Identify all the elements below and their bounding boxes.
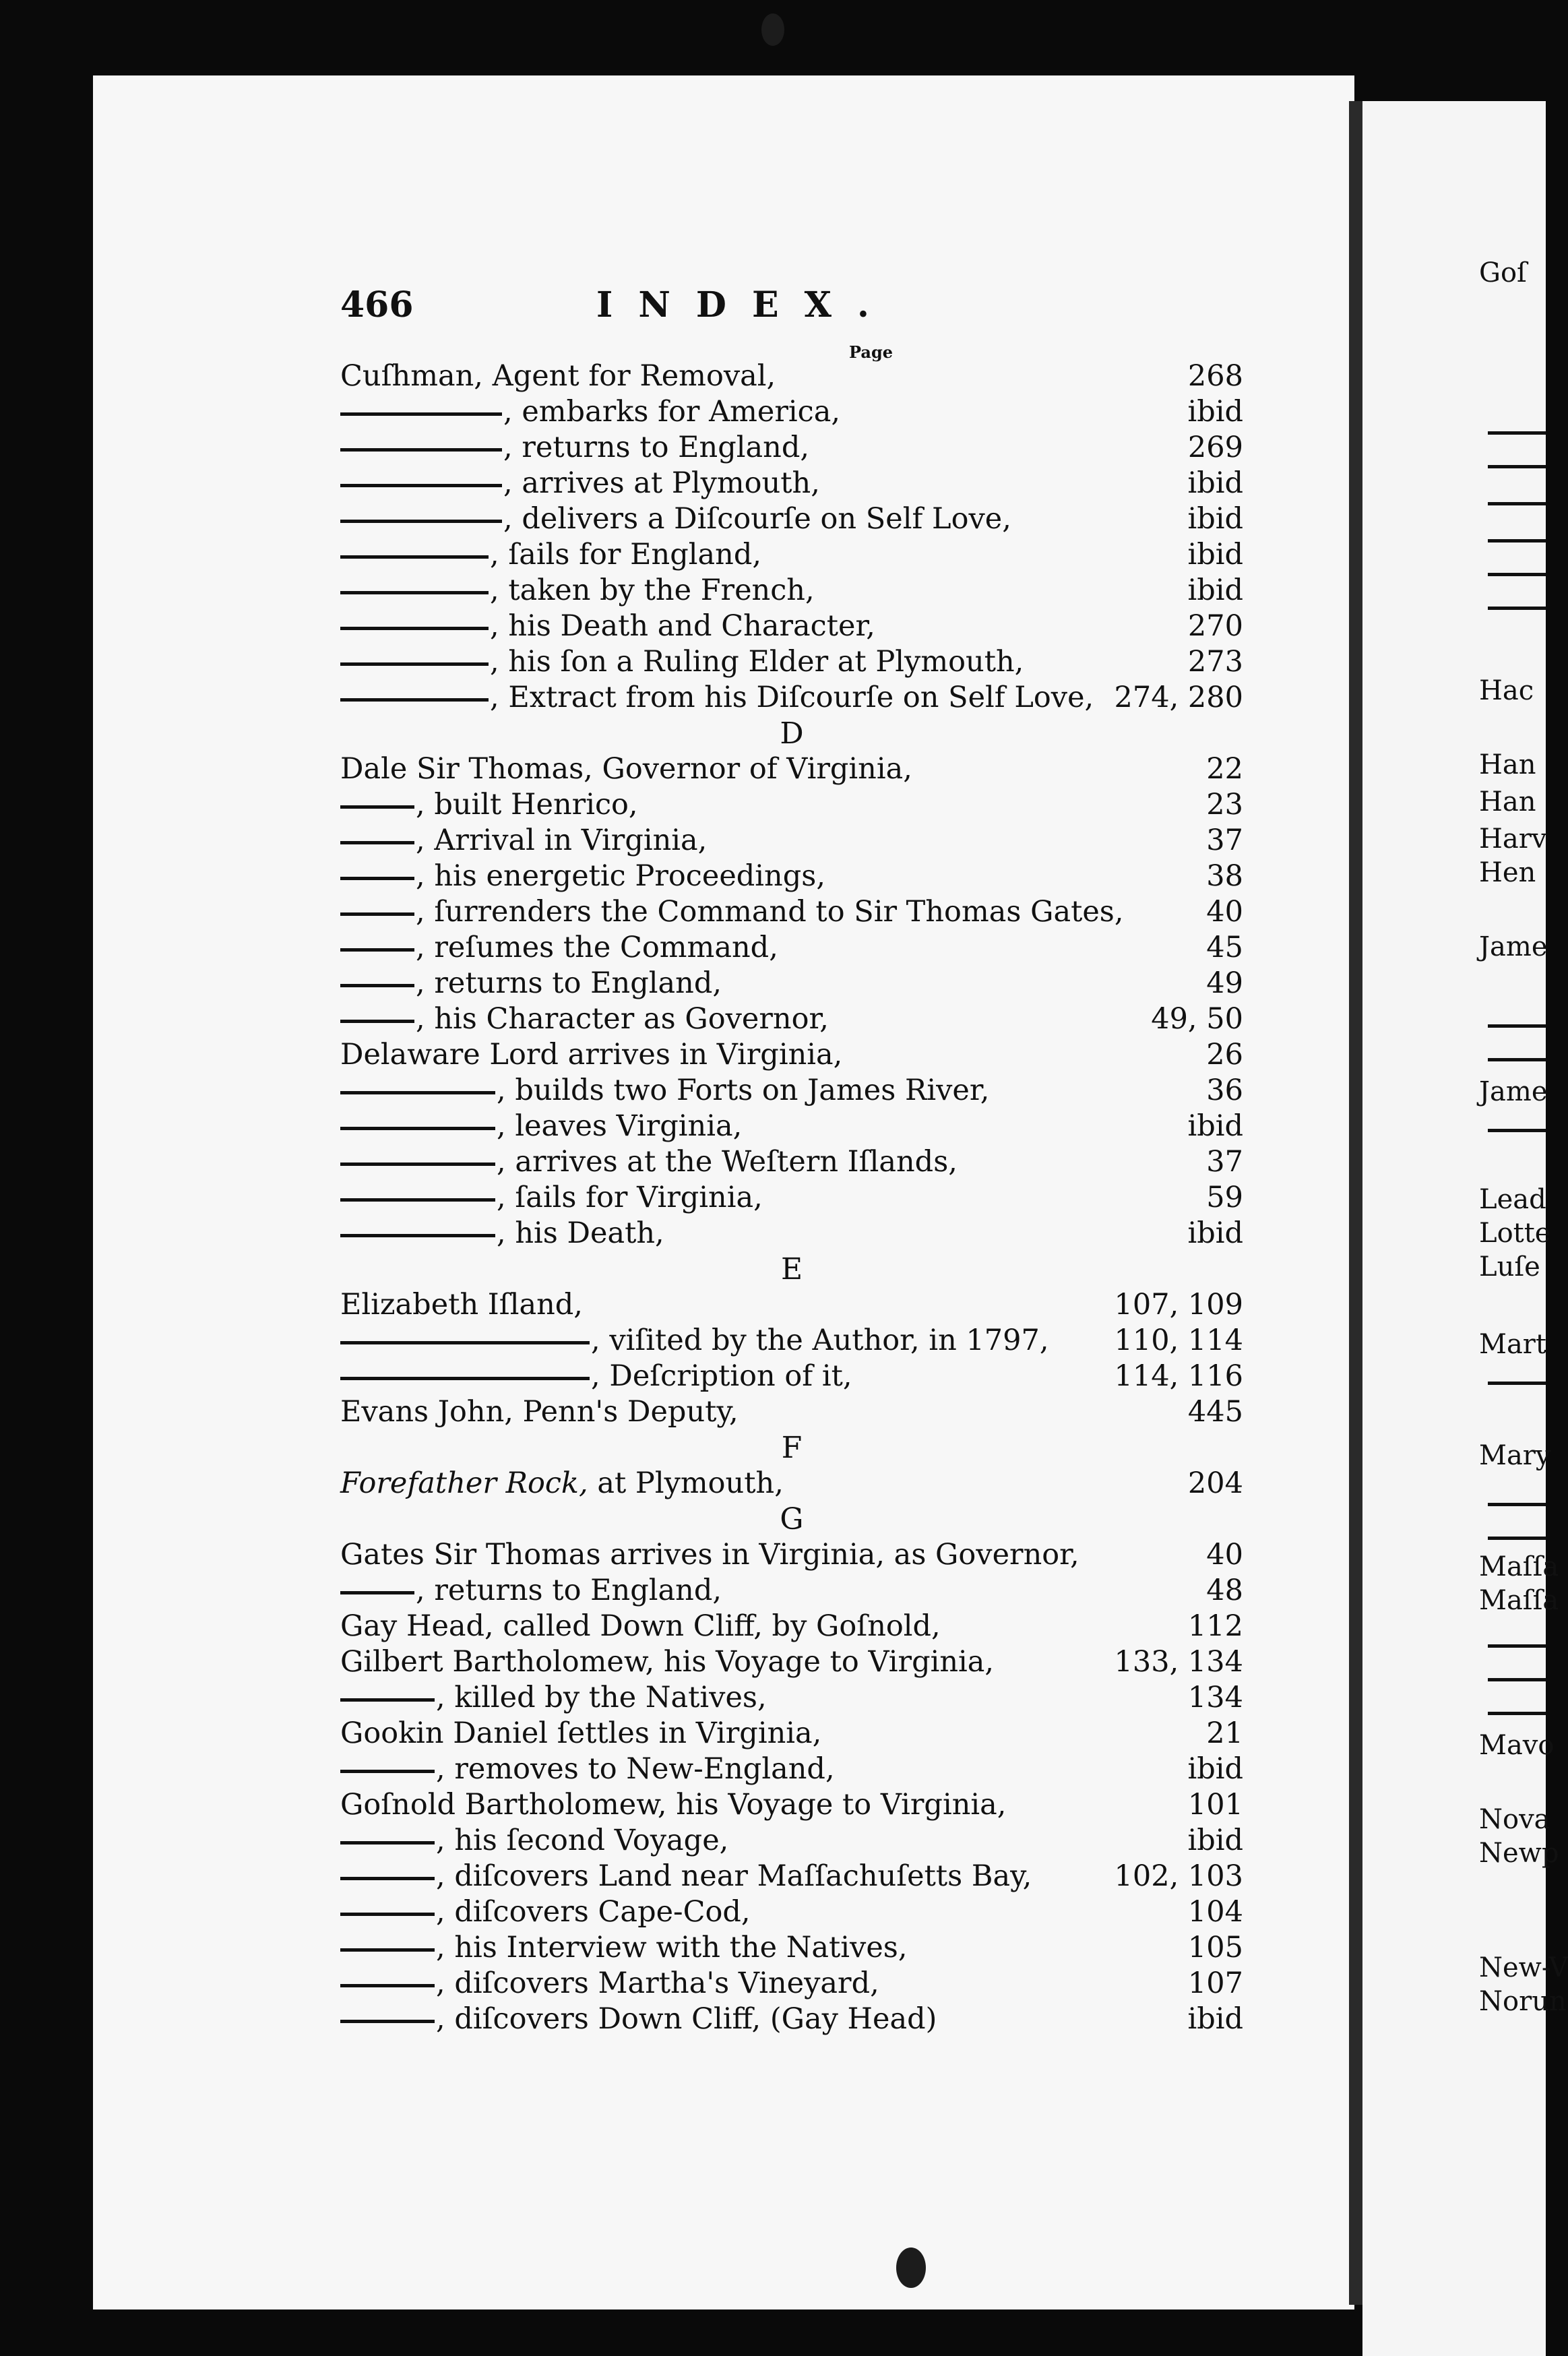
facing-page-word: Han xyxy=(1479,786,1536,817)
entry-text: Gilbert Bartholomew, his Voyage to Virginia, xyxy=(340,1645,995,1679)
repeat-dash xyxy=(340,1984,435,1987)
entry-text: , builds two Forts on James River, xyxy=(497,1074,990,1107)
facing-page-word: Harv xyxy=(1479,824,1547,855)
entry-page: 269 xyxy=(1187,431,1243,464)
index-entry xyxy=(340,1573,1243,1609)
facing-page-dash xyxy=(1488,1644,1546,1648)
section-letter: E xyxy=(780,1252,803,1286)
repeat-dash xyxy=(340,1020,414,1023)
index-entries xyxy=(340,359,1243,2037)
facing-page-dash xyxy=(1488,1503,1546,1506)
index-entry xyxy=(340,1144,1243,1180)
entry-text: , arrives at the Weſtern Iſlands, xyxy=(497,1145,958,1179)
index-entry xyxy=(340,1109,1243,1144)
entry-text: , returns to England, xyxy=(503,431,810,464)
entry-text: at Plymouth, xyxy=(588,1466,784,1500)
repeat-dash xyxy=(340,412,502,416)
index-entry xyxy=(340,1930,1243,1966)
entry-page: 273 xyxy=(1187,645,1243,679)
facing-page-word: Lotte xyxy=(1479,1218,1551,1249)
entry-text: , diſcovers Martha's Vineyard, xyxy=(436,1966,879,2000)
facing-page-word: Newp xyxy=(1479,1838,1559,1869)
entry-text: , Arrival in Virginia, xyxy=(416,824,708,857)
entry-italic: Forefather Rock, xyxy=(340,1466,588,1500)
repeat-dash xyxy=(340,662,489,666)
section-letter: G xyxy=(780,1502,804,1537)
entry-text: , leaves Virginia, xyxy=(497,1109,743,1143)
entry-page: 101 xyxy=(1187,1788,1243,1822)
index-entry xyxy=(340,1823,1243,1859)
index-entry xyxy=(340,1537,1243,1573)
entry-page: 37 xyxy=(1206,824,1243,857)
entry-text: , diſcovers Land near Maſſachuſetts Bay, xyxy=(436,1859,1032,1893)
entry-text: , Extract from his Diſcourſe on Self Love, xyxy=(490,681,1094,714)
entry-page: 270 xyxy=(1187,609,1243,643)
index-entry xyxy=(340,1894,1243,1930)
facing-page-dash xyxy=(1488,607,1546,610)
entry-text: , reſumes the Command, xyxy=(416,931,778,964)
facing-page-word: Hen xyxy=(1479,857,1536,888)
entry-text: , diſcovers Down Cliff, (Gay Head) xyxy=(436,2002,937,2036)
entry-page: 105 xyxy=(1187,1931,1243,1964)
index-entry xyxy=(340,1073,1243,1109)
entry-text: , ſails for Virginia, xyxy=(497,1181,763,1214)
repeat-dash xyxy=(340,1948,435,1952)
index-entry xyxy=(340,394,1243,430)
repeat-dash xyxy=(340,948,414,952)
index-entry xyxy=(340,609,1243,644)
repeat-dash xyxy=(340,520,502,523)
index-entry xyxy=(340,1323,1243,1359)
entry-text: , his Death, xyxy=(497,1216,664,1250)
index-entry xyxy=(340,501,1243,537)
index-entry xyxy=(340,1966,1243,2002)
entry-page: 268 xyxy=(1187,359,1243,393)
repeat-dash xyxy=(340,1698,435,1702)
facing-page-dash xyxy=(1488,1712,1546,1715)
index-entry xyxy=(340,1394,1243,1430)
page-column-label: Page xyxy=(849,342,893,362)
entry-page: 37 xyxy=(1206,1145,1243,1179)
facing-page-dash xyxy=(1488,502,1546,505)
entry-page: 112 xyxy=(1187,1609,1243,1643)
entry-text: , his ſon a Ruling Elder at Plymouth, xyxy=(490,645,1024,679)
index-entry xyxy=(340,1787,1243,1823)
facing-page xyxy=(1362,101,1568,2356)
repeat-dash xyxy=(340,1377,590,1380)
entry-page: 107 xyxy=(1187,1966,1243,2000)
entry-page: 204 xyxy=(1187,1466,1243,1500)
entry-page: 40 xyxy=(1206,895,1243,929)
facing-page-word: Lead xyxy=(1479,1184,1546,1215)
repeat-dash xyxy=(340,448,502,452)
entry-text: , embarks for America, xyxy=(503,395,841,429)
index-entry xyxy=(340,1287,1243,1323)
index-entry xyxy=(340,966,1243,1001)
entry-page: ibid xyxy=(1187,1824,1243,1857)
index-entry xyxy=(340,430,1243,466)
index-entry xyxy=(340,680,1243,716)
facing-page-word: Mary xyxy=(1479,1440,1551,1471)
entry-text: Gates Sir Thomas arrives in Virginia, as Governor, xyxy=(340,1538,1079,1572)
entry-page: 45 xyxy=(1206,931,1243,964)
entry-page: 48 xyxy=(1206,1574,1243,1607)
facing-page-dash xyxy=(1488,539,1546,542)
index-entry xyxy=(340,859,1243,894)
entry-page: 107, 109 xyxy=(1114,1288,1243,1322)
facing-page-word: Mart xyxy=(1479,1329,1546,1360)
page-header xyxy=(340,284,1243,325)
entry-page: 133, 134 xyxy=(1114,1645,1243,1679)
facing-page-word: Maſſa xyxy=(1479,1585,1559,1616)
index-entry xyxy=(340,1216,1243,1251)
index-entry xyxy=(340,1609,1243,1644)
facing-page-word: Maſſa xyxy=(1479,1551,1559,1582)
entry-page: 110, 114 xyxy=(1114,1324,1243,1357)
entry-page: 21 xyxy=(1206,1716,1243,1750)
repeat-dash xyxy=(340,805,414,809)
repeat-dash xyxy=(340,1841,435,1844)
entry-text: Delaware Lord arrives in Virginia, xyxy=(340,1038,843,1072)
facing-page-dash xyxy=(1488,1129,1546,1132)
entry-page: ibid xyxy=(1187,395,1243,429)
facing-page-dash xyxy=(1488,1058,1546,1061)
entry-page: 26 xyxy=(1206,1038,1243,1072)
entry-page: 104 xyxy=(1187,1895,1243,1929)
entry-page: ibid xyxy=(1187,1752,1243,1786)
entry-text: , Deſcription of it, xyxy=(591,1359,852,1393)
entry-page: ibid xyxy=(1187,466,1243,500)
page-number: 466 xyxy=(340,284,414,326)
facing-page-word: Jame xyxy=(1479,1076,1548,1107)
entry-page: 49 xyxy=(1206,966,1243,1000)
entry-page: 114, 116 xyxy=(1114,1359,1243,1393)
index-entry xyxy=(340,1001,1243,1037)
repeat-dash xyxy=(340,555,489,559)
index-entry xyxy=(340,1859,1243,1894)
repeat-dash xyxy=(340,1162,495,1166)
entry-page: 38 xyxy=(1206,859,1243,893)
ink-smudge xyxy=(761,13,784,46)
index-title: INDEX. xyxy=(596,284,896,326)
facing-page-word: Luſe xyxy=(1479,1251,1540,1282)
repeat-dash xyxy=(340,1198,495,1202)
entry-page: ibid xyxy=(1187,574,1243,607)
entry-page: 40 xyxy=(1206,1538,1243,1572)
repeat-dash xyxy=(340,877,414,880)
facing-page-dash xyxy=(1488,1537,1546,1540)
repeat-dash xyxy=(340,591,489,594)
facing-page-dash xyxy=(1488,1382,1546,1385)
entry-page: 274, 280 xyxy=(1114,681,1243,714)
entry-page: 36 xyxy=(1206,1074,1243,1107)
facing-page-dash xyxy=(1488,1024,1546,1028)
entry-page: ibid xyxy=(1187,538,1243,571)
entry-text: Gookin Daniel ſettles in Virginia, xyxy=(340,1716,822,1750)
repeat-dash xyxy=(340,1877,435,1880)
entry-page: ibid xyxy=(1187,502,1243,536)
facing-page-word: Jame xyxy=(1479,931,1548,962)
repeat-dash xyxy=(340,1127,495,1130)
entry-page: ibid xyxy=(1187,1216,1243,1250)
entry-text: , his energetic Proceedings, xyxy=(416,859,826,893)
entry-text: Goſnold Bartholomew, his Voyage to Virginia, xyxy=(340,1788,1007,1822)
facing-page-dash xyxy=(1488,465,1546,468)
entry-text: Dale Sir Thomas, Governor of Virginia, xyxy=(340,752,912,786)
section-letter: D xyxy=(780,716,804,751)
facing-page-word: Goſ xyxy=(1479,257,1527,288)
facing-page-word: Han xyxy=(1479,749,1536,780)
index-entry xyxy=(340,573,1243,609)
index-entry xyxy=(340,466,1243,501)
facing-page-word: Mavo xyxy=(1479,1730,1555,1761)
repeat-dash xyxy=(340,1770,435,1773)
section-letter: F xyxy=(781,1431,803,1465)
repeat-dash xyxy=(340,1591,414,1594)
index-entry xyxy=(340,787,1243,823)
index-entry xyxy=(340,1359,1243,1394)
repeat-dash xyxy=(340,1913,435,1916)
entry-text: , diſcovers Cape-Cod, xyxy=(436,1895,751,1929)
repeat-dash xyxy=(340,698,489,702)
entry-text: , ſurrenders the Command to Sir Thomas Gates, xyxy=(416,895,1124,929)
entry-text: , delivers a Diſcourſe on Self Love, xyxy=(503,502,1011,536)
repeat-dash xyxy=(340,841,414,844)
entry-text: Elizabeth Iſland, xyxy=(340,1288,583,1322)
repeat-dash xyxy=(340,912,414,916)
index-entry xyxy=(340,1466,1243,1501)
repeat-dash xyxy=(340,984,414,987)
index-entry xyxy=(340,1752,1243,1787)
repeat-dash xyxy=(340,627,489,630)
index-entry xyxy=(340,1680,1243,1716)
entry-page: 59 xyxy=(1206,1181,1243,1214)
facing-page-dash xyxy=(1488,1678,1546,1681)
entry-text: , returns to England, xyxy=(416,1574,722,1607)
repeat-dash xyxy=(340,1341,590,1344)
entry-page: 445 xyxy=(1187,1395,1243,1429)
entry-page: 23 xyxy=(1206,788,1243,822)
repeat-dash xyxy=(340,484,502,487)
ink-smudge xyxy=(896,2248,926,2288)
entry-text: , viſited by the Author, in 1797, xyxy=(591,1324,1049,1357)
entry-text: , ſails for England, xyxy=(490,538,762,571)
index-entry xyxy=(340,1644,1243,1680)
entry-text: , his Interview with the Natives, xyxy=(436,1931,908,1964)
entry-page: 22 xyxy=(1206,752,1243,786)
entry-page: 102, 103 xyxy=(1114,1859,1243,1893)
entry-page: ibid xyxy=(1187,1109,1243,1143)
entry-text: Evans John, Penn's Deputy, xyxy=(340,1395,739,1429)
index-entry xyxy=(340,751,1243,787)
index-entry xyxy=(340,1716,1243,1752)
index-entry xyxy=(340,1037,1243,1073)
index-entry xyxy=(340,359,1243,394)
index-entry xyxy=(340,894,1243,930)
facing-page-dash xyxy=(1488,573,1546,576)
entry-text: , killed by the Natives, xyxy=(436,1681,767,1714)
facing-page-word: Hac xyxy=(1479,675,1534,706)
repeat-dash xyxy=(340,2020,435,2023)
entry-text: Cuſhman, Agent for Removal, xyxy=(340,359,776,393)
entry-page: ibid xyxy=(1187,2002,1243,2036)
entry-text: , removes to New-England, xyxy=(436,1752,835,1786)
entry-text: , his Character as Governor, xyxy=(416,1002,829,1036)
entry-text: , taken by the French, xyxy=(490,574,815,607)
entry-text: , his Death and Character, xyxy=(490,609,875,643)
index-entry xyxy=(340,1180,1243,1216)
repeat-dash xyxy=(340,1234,495,1237)
index-entry xyxy=(340,930,1243,966)
index-entry xyxy=(340,823,1243,859)
entry-text: , his ſecond Voyage, xyxy=(436,1824,729,1857)
facing-page-word: Nova xyxy=(1479,1804,1550,1835)
entry-text: Gay Head, called Down Cliff, by Goſnold, xyxy=(340,1609,941,1643)
facing-page-word: Norun xyxy=(1479,1986,1567,2017)
facing-page-word: New-V xyxy=(1479,1952,1568,1983)
index-entry xyxy=(340,644,1243,680)
entry-page: 49, 50 xyxy=(1151,1002,1243,1036)
facing-page-dash xyxy=(1488,431,1546,435)
entry-page: 134 xyxy=(1187,1681,1243,1714)
entry-text: , arrives at Plymouth, xyxy=(503,466,820,500)
entry-text: , returns to England, xyxy=(416,966,722,1000)
index-entry xyxy=(340,537,1243,573)
page-gutter xyxy=(1349,101,1362,2305)
entry-text: , built Henrico, xyxy=(416,788,638,822)
repeat-dash xyxy=(340,1091,495,1094)
index-entry xyxy=(340,2002,1243,2037)
